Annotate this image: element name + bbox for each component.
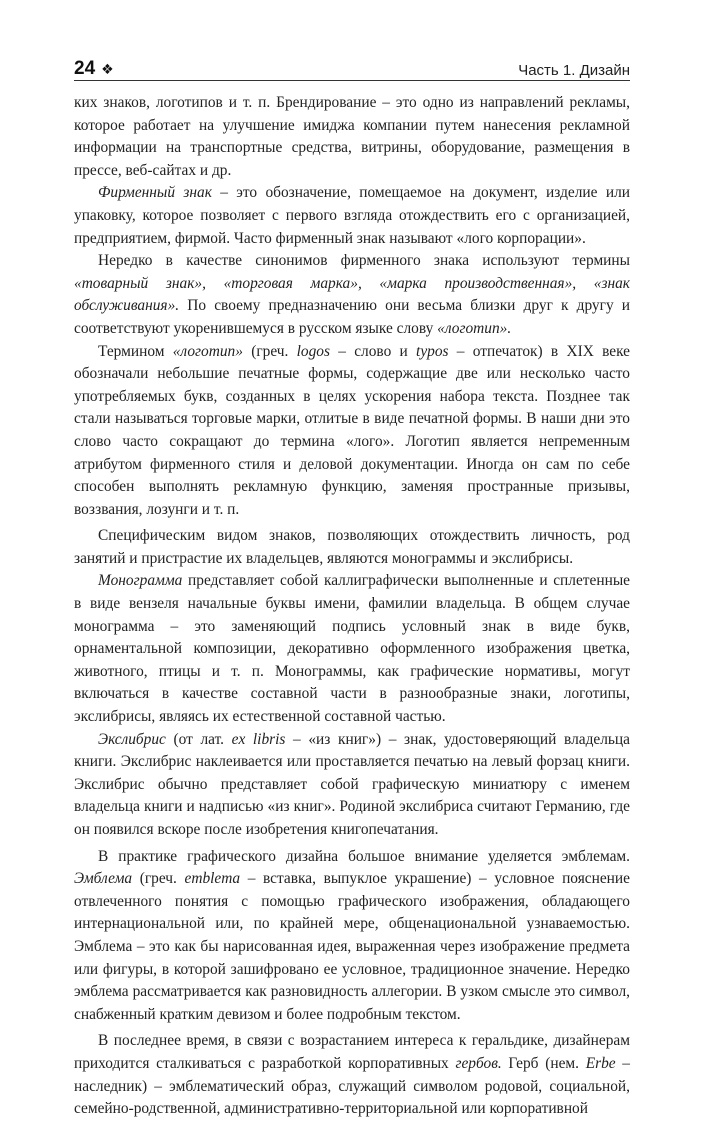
text-run: – слово и (330, 342, 417, 360)
text-run: Специфическим видом знаков, позволяющих отождествить личность, род занятий и пристрастие их владельцев, являются монограммы и экслибрисы. (74, 527, 630, 567)
text-run: (от лат. (165, 730, 232, 748)
paragraph (74, 341, 630, 522)
italic-term: Erbe (585, 1054, 616, 1072)
paragraph (74, 1030, 630, 1120)
italic-term: Эмблема (74, 870, 133, 888)
text-run: (греч. (132, 870, 185, 888)
italic-term: «товарный знак», «торговая марка», «марка производственная», «знак обслуживания». (74, 274, 630, 315)
page-number: 24 (74, 58, 96, 79)
italic-term: emblema (184, 870, 241, 888)
italic-term: «логотип». (437, 319, 512, 337)
text-run: В последнее время, в связи с возрастанием интереса к геральдике, дизайнерам приходится сталкиваться с разработкой корпоративных (74, 1032, 630, 1072)
text-run: представляет собой каллиграфически выполненные и сплетенные в виде вензеля начальные буквы имени, фамилии владельца. В общем случае монограмма – это заменяющий подпись условный знак в виде букв, орнаментальной композиции, декоративно оформленного изображения цветка, животного, птицы и т. п. Монограммы, как графические нормативы, могут включаться в качестве составной части в разнообразные знаки, логотипы, экслибрисы, являясь их естественной составной частью. (74, 572, 630, 726)
italic-term: Фирменный знак (98, 184, 212, 202)
page-header (74, 52, 630, 78)
text-run: – наследник) – эмблематический образ, служащий символом родовой, социальной, семейно-родственной, административно-территориальной или корпоративной (74, 1054, 630, 1118)
paragraph (74, 846, 630, 1027)
italic-term: ex libris (231, 730, 286, 748)
paragraph (74, 250, 630, 340)
text-run: – вставка, выпуклое украшение) – условное пояснение отвлеченного понятия с помощью графического изображения, обладающего интернациональной или, по крайней мере, общенациональной узнаваемостью. Эмблема – это как бы нарисованная идея, выраженная через изображение предмета или фигуры, в которой зашифровано ее условное, традиционное значение. Нередко эмблема рассматривается как разновидность аллегории. В узком смысле это символ, снабженный кратким девизом и более подробным текстом. (74, 870, 630, 1023)
italic-term: «логотип» (172, 342, 243, 360)
running-header-section: Часть 1. Дизайн (518, 62, 630, 79)
body-text (74, 92, 630, 1121)
text-run: ких знаков, логотипов и т. п. Брендирование – это одно из направлений рекламы, которое работает на улучшение имиджа компании путем нанесения рекламной информации на транспортные средства, витрины, оборудование, размещения в прессе, веб-сайтах и др. (74, 94, 630, 179)
paragraph (74, 570, 630, 728)
paragraph (74, 729, 630, 842)
text-run: По своему предназначению они весьма близки друг к другу и соответствуют укоренившемуся в русском языке слову (74, 297, 630, 337)
paragraph (74, 92, 630, 182)
text-run: Герб (нем. (501, 1054, 586, 1072)
italic-term: Монограмма (98, 572, 183, 590)
text-run: Нередко в качестве синонимов фирменного знака используют термины (98, 252, 630, 270)
text-run: – «из книг») – знак, удостоверяющий владельца книги. Экслибрис наклеивается или проставляется печатью на левый форзац книги. Экслибрис обычно представляет собой графическую миниатюру с именем владельца книги и надписью «из книг». Родиной экслибриса считают Германию, где он появился вскоре после изобретения книгопечатания. (74, 730, 631, 838)
paragraph (74, 182, 630, 250)
text-run: (греч. (242, 342, 297, 360)
italic-term: logos (296, 342, 330, 360)
text-run: – отпечаток) в XIX веке обозначали небольшие печатные формы, содержащие две или несколько часто употребляемых букв, созданных в целях ускорения набора текста. Позднее так стали называться торговые марки, отлитые в виде печатной формы. В наши дни это слово часто сокращают до термина «лого». Логотип является непременным атрибутом фирменного стиля и деловой документации. Иногда он сам по себе способен выполнять рекламную функцию, заменяя пространные призывы, воззвания, лозунги и т. п. (74, 342, 631, 518)
italic-term: typos (416, 342, 449, 360)
text-run: В практике графического дизайна большое внимание уделяется эмблемам. (98, 847, 630, 865)
ornament-icon: ❖ (101, 60, 114, 77)
text-run: Термином (98, 342, 173, 360)
text-run: – это обозначение, помещаемое на документ, изделие или упаковку, которое позволяет с первого взгляда отождествить его с организацией, предприятием, фирмой. Часто фирменный знак называют «лого корпорации». (74, 184, 630, 247)
italic-term: гербов. (455, 1054, 502, 1072)
paragraph (74, 525, 630, 570)
italic-term: Экслибрис (98, 730, 166, 748)
page-number-group (74, 59, 114, 78)
header-rule (74, 80, 630, 81)
